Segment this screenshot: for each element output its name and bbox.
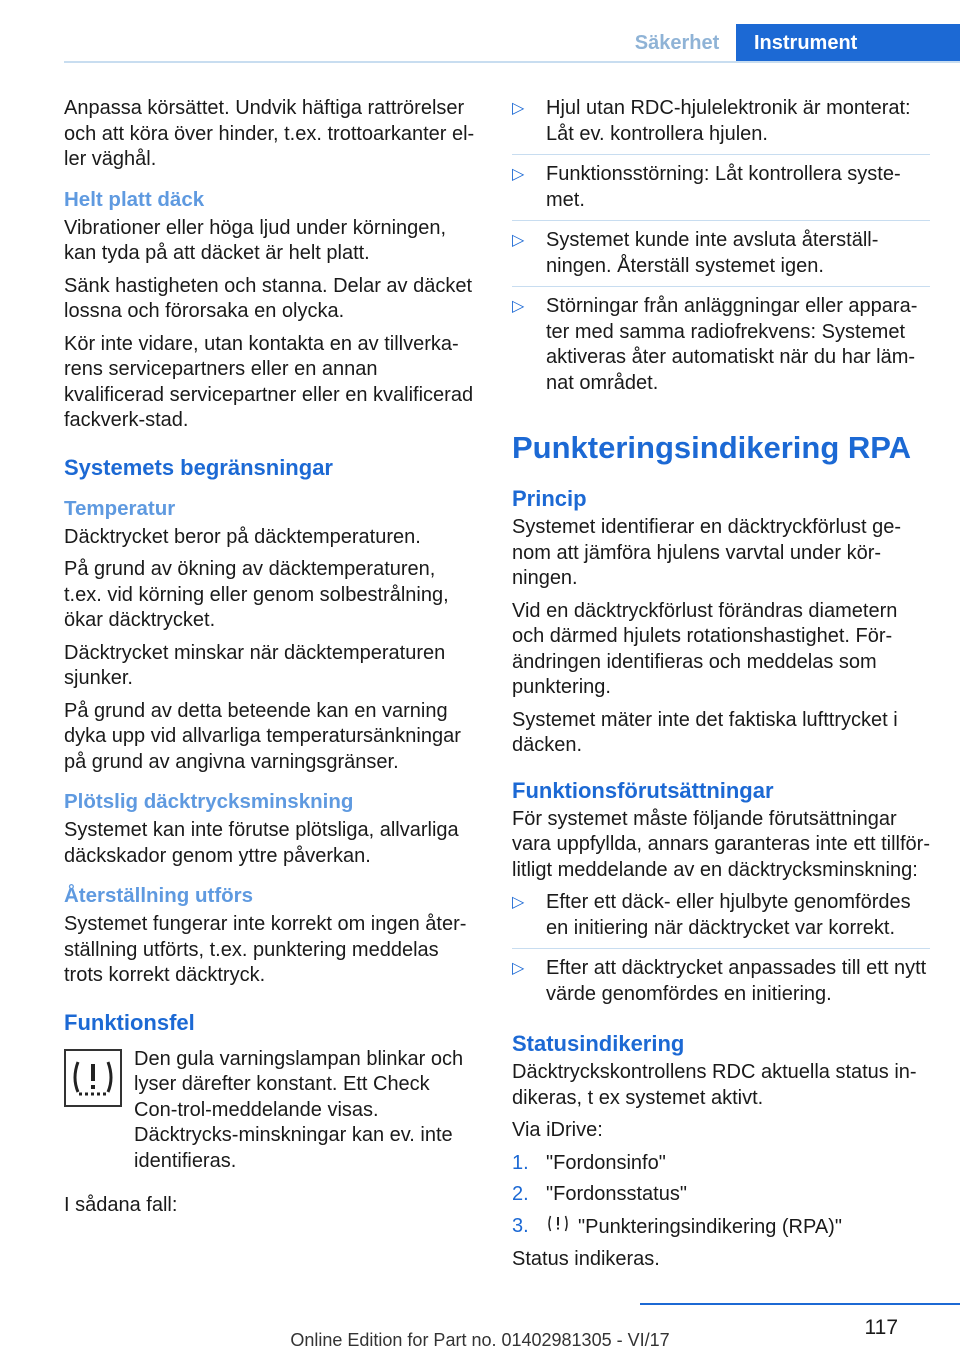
left-column [64, 96, 478, 1226]
header-rule [64, 61, 960, 63]
triangle-bullet-icon: ▷ [512, 298, 525, 315]
list-item: ▷ Systemet kunde inte avsluta återställ-ningen. Återställ systemet igen. [512, 228, 930, 287]
triangle-bullet-icon: ▷ [512, 232, 525, 249]
paragraph: Vid en däcktryckförlust förändras diametern och därmed hjulets rotationshastighet. För-ändringen identifieras och meddelas som punktering. [512, 599, 898, 698]
paragraph: Anpassa körsättet. Undvik häftiga rattrörelser och att köra över hinder, t.ex. trottoarkanter el-ler väghål. [64, 97, 475, 170]
paragraph: På grund av ökning av däcktemperaturen, t.ex. vid körning eller genom solbestrålning, ökar däcktrycket. [64, 558, 449, 631]
right-column [512, 96, 930, 1280]
list-item: ▷ Funktionsstörning: Låt kontrollera syste-met. [512, 162, 930, 221]
footer-rule [640, 1303, 960, 1305]
paragraph: Vibrationer eller höga ljud under körningen, kan tyda på att däcket är helt platt. [64, 216, 447, 264]
paragraph: För systemet måste följande förutsättningar vara uppfyllda, annars garanteras inte ett tillför-litligt meddelande av en däcktrycksminskning: [512, 807, 930, 881]
heading-requirements: Funktionsförutsättningar [512, 777, 774, 803]
heading-malfunction: Funktionsfel [64, 1009, 195, 1035]
heading-sudden-loss: Plötslig däcktrycksminskning [64, 790, 354, 813]
list-item: ▷ Efter att däcktrycket anpassades till ett nytt värde genomfördes en initiering. [512, 957, 927, 1005]
paragraph: Däcktrycket beror på däcktemperaturen. [64, 525, 421, 548]
list-item: ▷ Efter ett däck- eller hjulbyte genomfördes en initiering när däcktrycket var korrekt. [512, 890, 930, 949]
list-item: 1. "Fordonsinfo" [512, 1151, 666, 1174]
heading-rpa: Punkteringsindikering RPA [512, 430, 912, 465]
triangle-bullet-icon: ▷ [512, 960, 525, 977]
bullet-list [512, 890, 930, 1014]
list-item: ▷ Störningar från anläggningar eller appara-ter med samma radiofrekvens: Systemet aktiveras åter automatiskt när du har läm-nat området. [512, 295, 918, 394]
paragraph: Däcktrycket minskar när däcktemperaturen sjunker. [64, 641, 446, 689]
edition-note: Online Edition for Part no. 01402981305 - VI/17 [290, 1330, 670, 1350]
list-item: ▷ Hjul utan RDC-hjulelektronik är monterat: Låt ev. kontrollera hjulen. [512, 96, 930, 155]
paragraph: Systemet mäter inte det faktiska lufttrycket i däcken. [512, 708, 898, 756]
heading-flat-tyre: Helt platt däck [64, 187, 205, 211]
paragraph: Status indikeras. [512, 1248, 660, 1270]
triangle-bullet-icon: ▷ [512, 166, 525, 183]
tab-instrument[interactable]: Instrument [736, 24, 960, 62]
paragraph: Via iDrive: [512, 1119, 603, 1141]
heading-principle: Princip [512, 486, 587, 511]
paragraph: På grund av detta beteende kan en varning dyka upp vid allvarliga temperatursänkningar på grund av angivna varningsgränser. [64, 699, 461, 773]
tab-sakerhet[interactable]: Säkerhet [634, 31, 720, 54]
page-number: 117 [864, 1316, 898, 1339]
paragraph: Däcktryckskontrollens RDC aktuella status in-dikeras, t ex systemet aktivt. [512, 1061, 917, 1109]
paragraph: Systemet identifierar en däcktryckförlust ge-nom att jämföra hjulens varvtal under kör-ningen. [512, 516, 902, 589]
triangle-bullet-icon: ▷ [512, 100, 525, 117]
steps-list [512, 1151, 930, 1242]
heading-temperature: Temperatur [64, 496, 176, 520]
paragraph: I sådana fall: [64, 1194, 178, 1216]
paragraph: Systemet kan inte förutse plötsliga, allvarliga däckskador genom yttre påverkan. [64, 819, 459, 867]
paragraph: Kör inte vidare, utan kontakta en av tillverka-rens servicepartners eller en annan kvalificerad servicepartner eller en kvalificerad fackverk-stad. [64, 332, 474, 431]
list-item: 2. "Fordonsstatus" [512, 1183, 687, 1205]
tyre-warning-icon [546, 1214, 570, 1242]
heading-status: Statusindikering [512, 1031, 685, 1056]
list-item: 3. "Punkteringsindikering (RPA)" [512, 1214, 930, 1242]
paragraph: Systemet fungerar inte korrekt om ingen åter-ställning utförts, t.ex. punktering meddelas trots korrekt däcktryck. [64, 913, 467, 986]
heading-system-limits: Systemets begränsningar [64, 454, 333, 480]
bullet-list [512, 96, 930, 403]
triangle-bullet-icon: ▷ [512, 894, 525, 911]
tyre-warning-icon [64, 1049, 122, 1107]
warning-block [64, 1047, 478, 1182]
heading-reset: Återställning utförs [64, 884, 254, 907]
paragraph: Sänk hastigheten och stanna. Delar av däcket lossna och förorsaka en olycka. [64, 274, 473, 322]
warning-text: Den gula varningslampan blinkar och lyser därefter konstant. Ett Check Con-trol-meddelande visas. Däcktrycks-minskningar kan ev. inte identifieras. [134, 1047, 464, 1172]
